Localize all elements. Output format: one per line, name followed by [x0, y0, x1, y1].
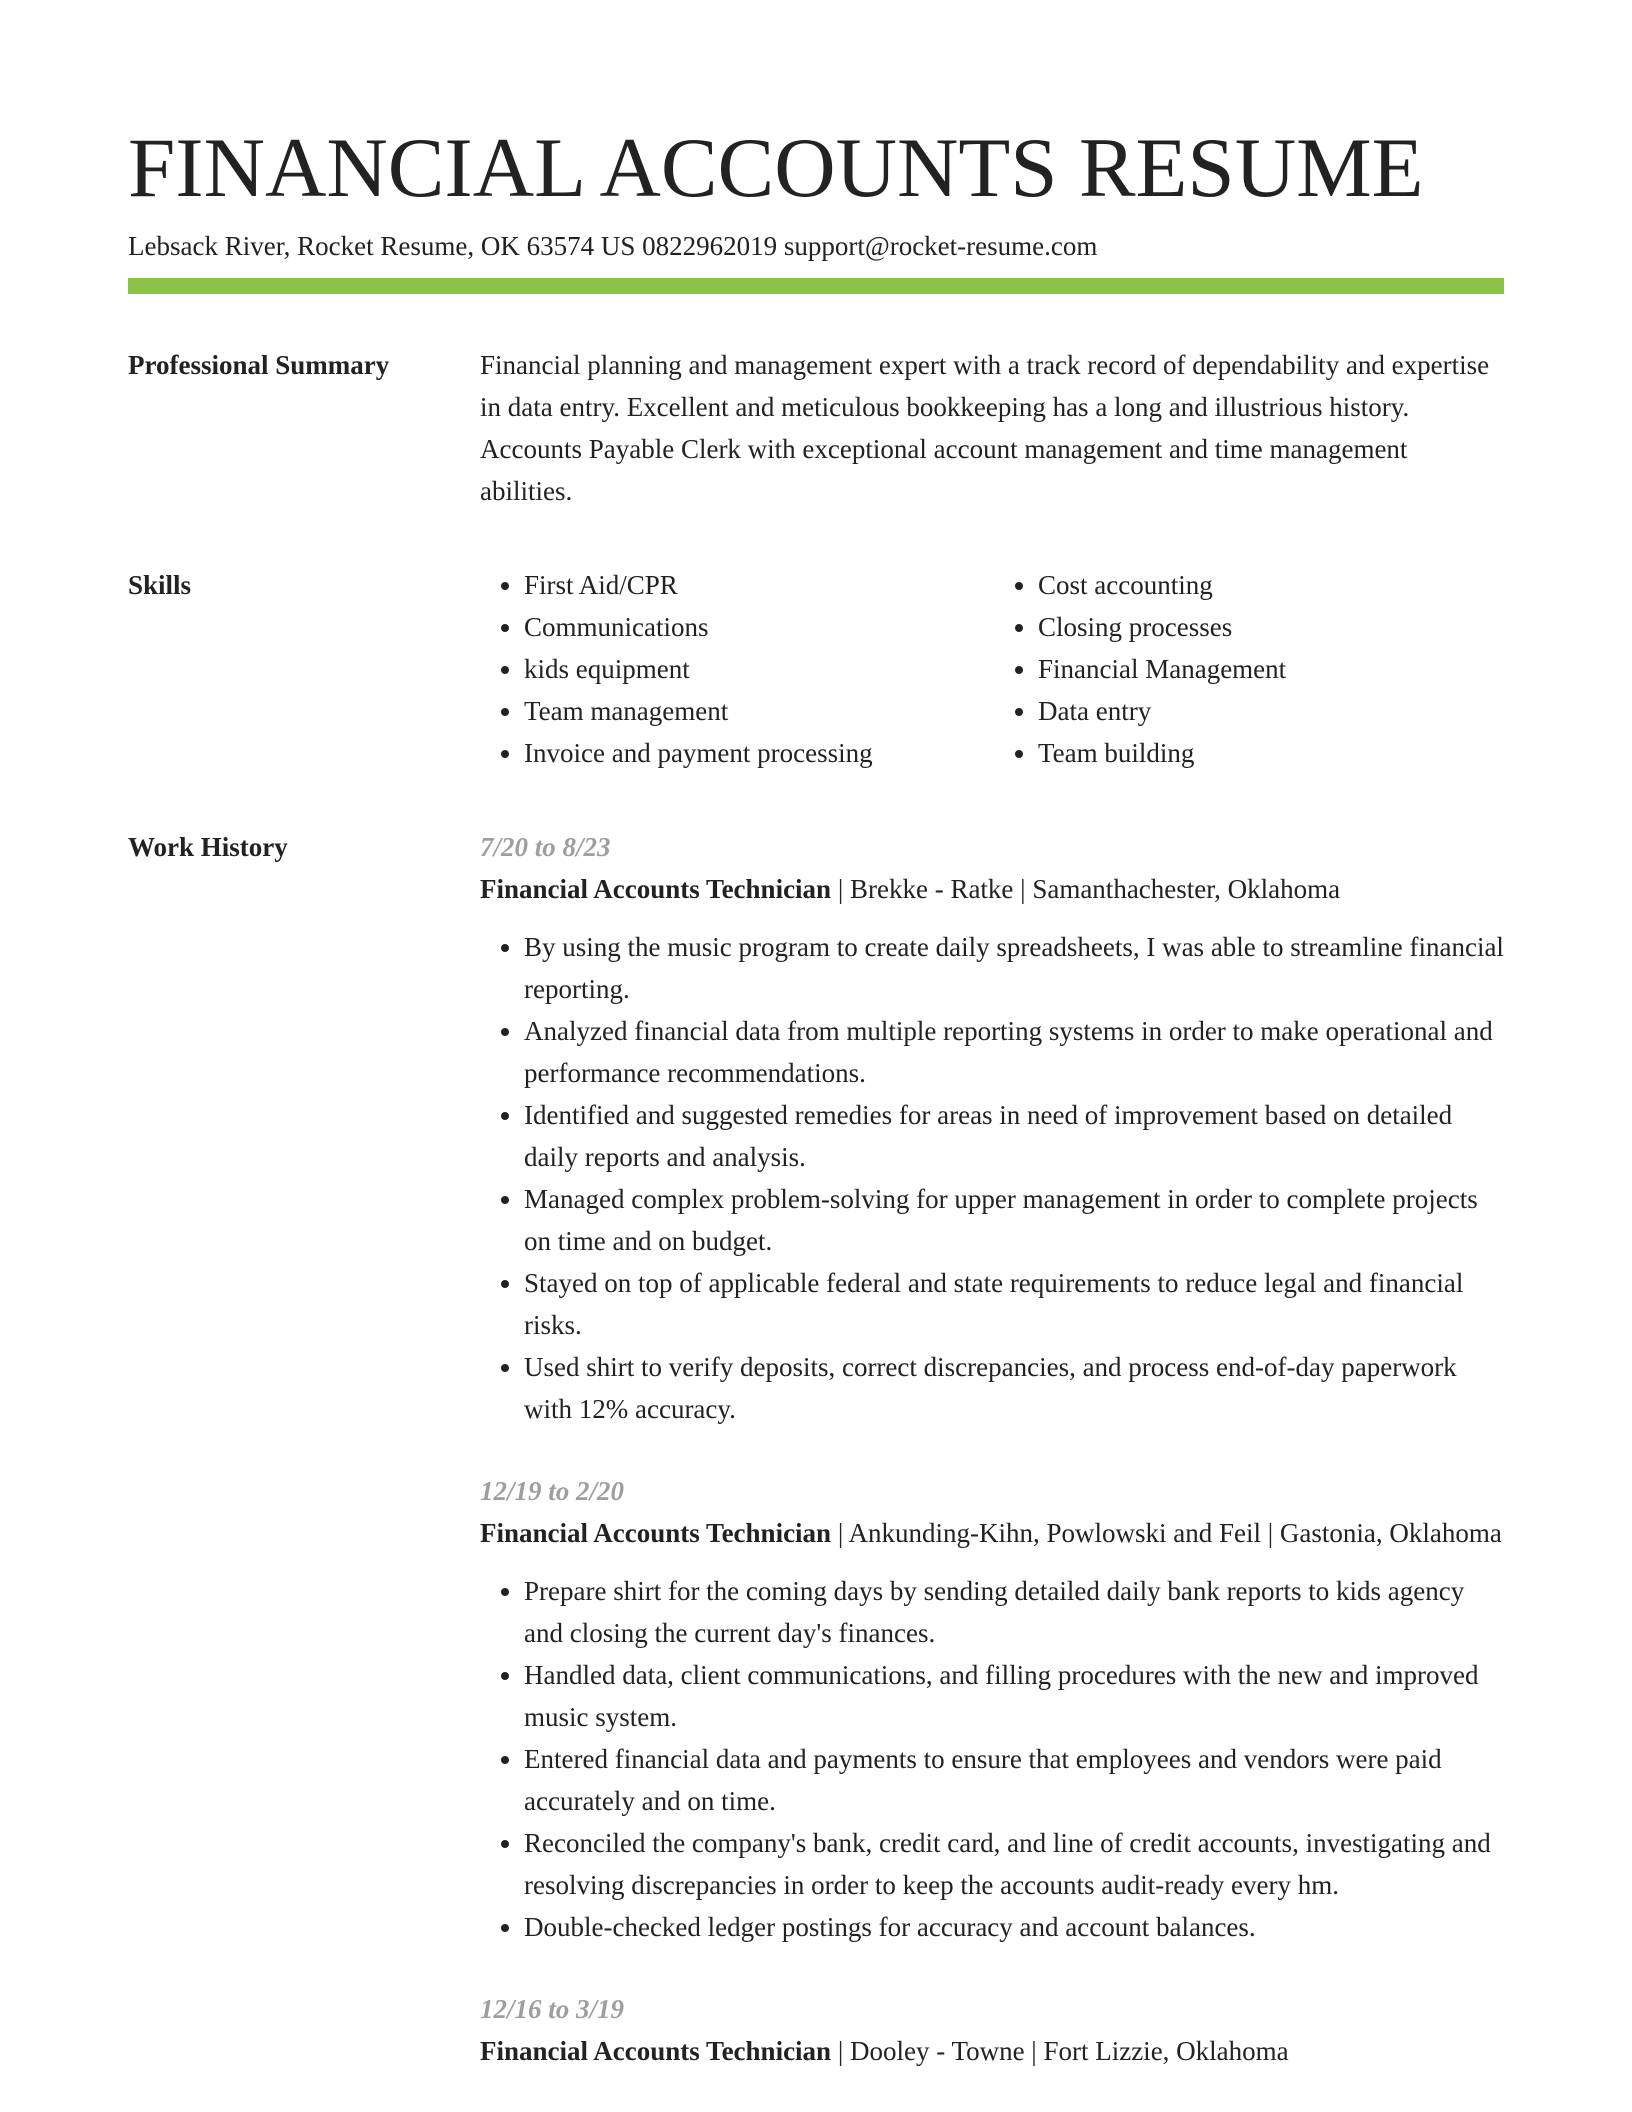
- job-heading: [480, 868, 1504, 910]
- contact-phone: 0822962019: [642, 231, 778, 261]
- job-bullet: • Prepare shirt for the coming days by sending detailed daily bank reports to kids agency and closing the current day's finances.: [524, 1570, 1504, 1654]
- section-label-work-history: Work History: [128, 832, 288, 862]
- job-dates: 12/16 to 3/19: [480, 1994, 625, 2024]
- skills-column-2: [984, 564, 1286, 774]
- job-entry: [480, 1988, 1504, 2072]
- job-bullet: • Used shirt to verify deposits, correct discrepancies, and process end-of-day paperwork with 12% accuracy.: [524, 1346, 1504, 1430]
- contact-address: Lebsack River, Rocket Resume, OK 63574 US: [128, 231, 636, 261]
- job-bullet: • Identified and suggested remedies for areas in need of improvement based on detailed daily reports and analysis.: [524, 1094, 1504, 1178]
- job-bullet: • Handled data, client communications, and filling procedures with the new and improved music system.: [524, 1654, 1504, 1738]
- job-bullet: • Analyzed financial data from multiple reporting systems in order to make operational and performance recommendations.: [524, 1010, 1504, 1094]
- job-bullets: [480, 926, 1504, 1430]
- skill-item: • Communications: [524, 606, 984, 648]
- job-details: | Dooley - Towne | Fort Lizzie, Oklahoma: [831, 2036, 1289, 2066]
- skill-item: • Cost accounting: [1038, 564, 1286, 606]
- job-title: Financial Accounts Technician: [480, 1518, 832, 1548]
- professional-summary-section: [128, 344, 1504, 512]
- contact-email: support@rocket-resume.com: [783, 231, 1098, 261]
- header-divider: [128, 278, 1504, 294]
- skills-section: [128, 564, 1504, 774]
- job-title: Financial Accounts Technician: [480, 874, 832, 904]
- job-bullet: • By using the music program to create daily spreadsheets, I was able to streamline financial reporting.: [524, 926, 1504, 1010]
- skills-column-1: [480, 564, 984, 774]
- skill-item: • Financial Management: [1038, 648, 1286, 690]
- skill-item: • kids equipment: [524, 648, 984, 690]
- skill-item: • Data entry: [1038, 690, 1286, 732]
- skill-item: • Closing processes: [1038, 606, 1286, 648]
- job-bullets: [480, 1570, 1504, 1948]
- job-dates: 12/19 to 2/20: [480, 1476, 625, 1506]
- job-title: Financial Accounts Technician: [480, 2036, 832, 2066]
- contact-line: [128, 228, 1504, 264]
- resume-title: FINANCIAL ACCOUNTS RESUME: [128, 121, 1424, 215]
- job-bullet: • Double-checked ledger postings for accuracy and account balances.: [524, 1906, 1504, 1948]
- summary-text: Financial planning and management expert with a track record of dependability and expertise in data entry. Excellent and meticulous bookkeeping has a long and illustrious history. Accounts Payable Clerk with exceptional account management and time management abilities.: [480, 350, 1490, 506]
- job-details: | Brekke - Ratke | Samanthachester, Oklahoma: [831, 874, 1341, 904]
- work-history-section: [128, 826, 1504, 2072]
- job-heading: [480, 1512, 1504, 1554]
- job-bullet: • Entered financial data and payments to ensure that employees and vendors were paid accurately and on time.: [524, 1738, 1504, 1822]
- resume-page: [128, 118, 1504, 2072]
- job-dates: 7/20 to 8/23: [480, 832, 611, 862]
- job-bullet: • Reconciled the company's bank, credit card, and line of credit accounts, investigating and resolving discrepancies in order to keep the accounts audit-ready every hm.: [524, 1822, 1504, 1906]
- skill-item: • Team building: [1038, 732, 1286, 774]
- job-details: | Ankunding-Kihn, Powlowski and Feil | Gastonia, Oklahoma: [831, 1518, 1502, 1548]
- section-label-summary: Professional Summary: [128, 350, 390, 380]
- job-heading: [480, 2030, 1504, 2072]
- skill-item: • First Aid/CPR: [524, 564, 984, 606]
- job-entry: [480, 826, 1504, 1430]
- skill-item: • Team management: [524, 690, 984, 732]
- job-bullet: • Stayed on top of applicable federal and state requirements to reduce legal and financial risks.: [524, 1262, 1504, 1346]
- section-label-skills: Skills: [128, 570, 192, 600]
- skill-item: • Invoice and payment processing: [524, 732, 984, 774]
- job-bullet: • Managed complex problem-solving for upper management in order to complete projects on time and on budget.: [524, 1178, 1504, 1262]
- job-entry: [480, 1470, 1504, 1948]
